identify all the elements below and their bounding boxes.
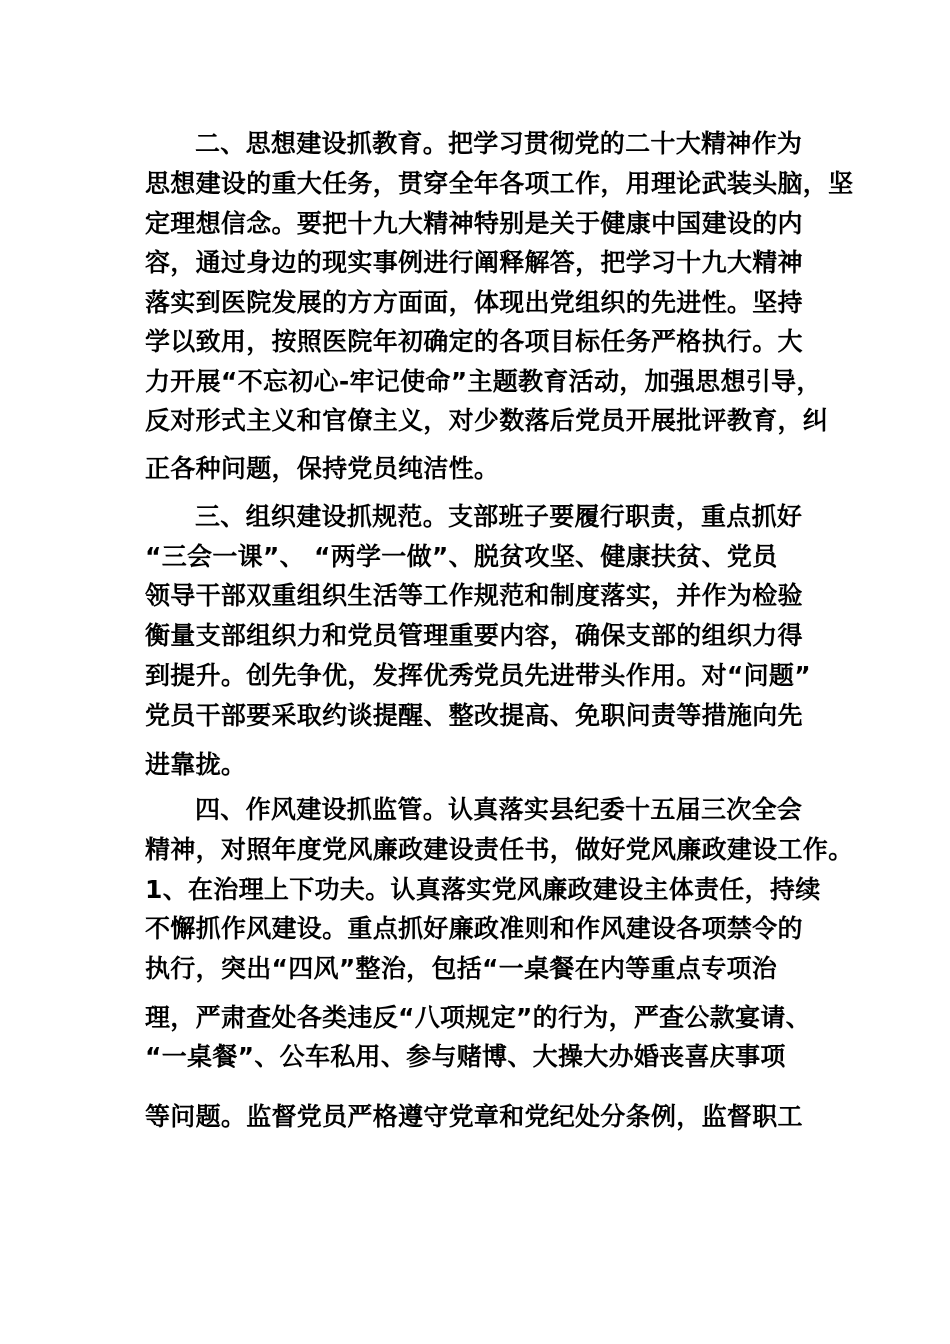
paragraph-line: 领导干部双重组织生活等工作规范和制度落实，并作为检验	[145, 581, 803, 610]
paragraph-line: 党员干部要采取约谈提醒、整改提高、免职问责等措施向先	[145, 701, 803, 730]
paragraph-line: “一桌餐”、公车私用、参与赌博、大操大办婚丧喜庆事项	[145, 1042, 786, 1071]
paragraph-line: 学以致用，按照医院年初确定的各项目标任务严格执行。大	[145, 327, 803, 356]
paragraph-line: 反对形式主义和官僚主义，对少数落后党员开展批评教育，纠	[145, 406, 829, 435]
paragraph-line: 精神，对照年度党风廉政建设责任书，做好党风廉政建设工作。	[145, 835, 854, 864]
paragraph-line: “三会一课”、 “两学一做”、脱贫攻坚、健康扶贫、党员	[145, 542, 778, 571]
paragraph-line: 进靠拢。	[145, 750, 247, 779]
paragraph-line: 力开展“不忘初心-牢记使命”主题教育活动，加强思想引导，	[145, 367, 822, 396]
paragraph-line: 衡量支部组织力和党员管理重要内容，确保支部的组织力得	[145, 621, 803, 650]
paragraph-line: 二、思想建设抓教育。把学习贯彻党的二十大精神作为	[195, 129, 803, 158]
paragraph-line: 定理想信念。要把十九大精神特别是关于健康中国建设的内	[145, 209, 803, 238]
paragraph-line: 四、作风建设抓监管。认真落实县纪委十五届三次全会	[195, 795, 803, 824]
paragraph-line: 正各种问题，保持党员纯洁性。	[145, 454, 500, 483]
paragraph-line: 等问题。监督党员严格遵守党章和党纪处分条例，监督职工	[145, 1102, 803, 1131]
paragraph-line: 1、在治理上下功夫。认真落实党风廉政建设主体责任，持续	[145, 875, 821, 904]
paragraph-line: 三、组织建设抓规范。支部班子要履行职责，重点抓好	[195, 502, 803, 531]
paragraph-line: 落实到医院发展的方方面面，体现出党组织的先进性。坚持	[145, 288, 803, 317]
paragraph-line: 到提升。创先争优，发挥优秀党员先进带头作用。对“问题”	[145, 661, 811, 690]
paragraph-line: 容，通过身边的现实事例进行阐释解答，把学习十九大精神	[145, 248, 803, 277]
paragraph-line: 不懈抓作风建设。重点抓好廉政准则和作风建设各项禁令的	[145, 914, 803, 943]
paragraph-line: 思想建设的重大任务，贯穿全年各项工作，用理论武装头脑，坚	[145, 169, 854, 198]
paragraph-line: 执行，突出“四风”整治，包括“一桌餐在内等重点专项治	[145, 954, 778, 983]
paragraph-line: 理，严肃查处各类违反“八项规定”的行为，严查公款宴请、	[145, 1003, 811, 1032]
